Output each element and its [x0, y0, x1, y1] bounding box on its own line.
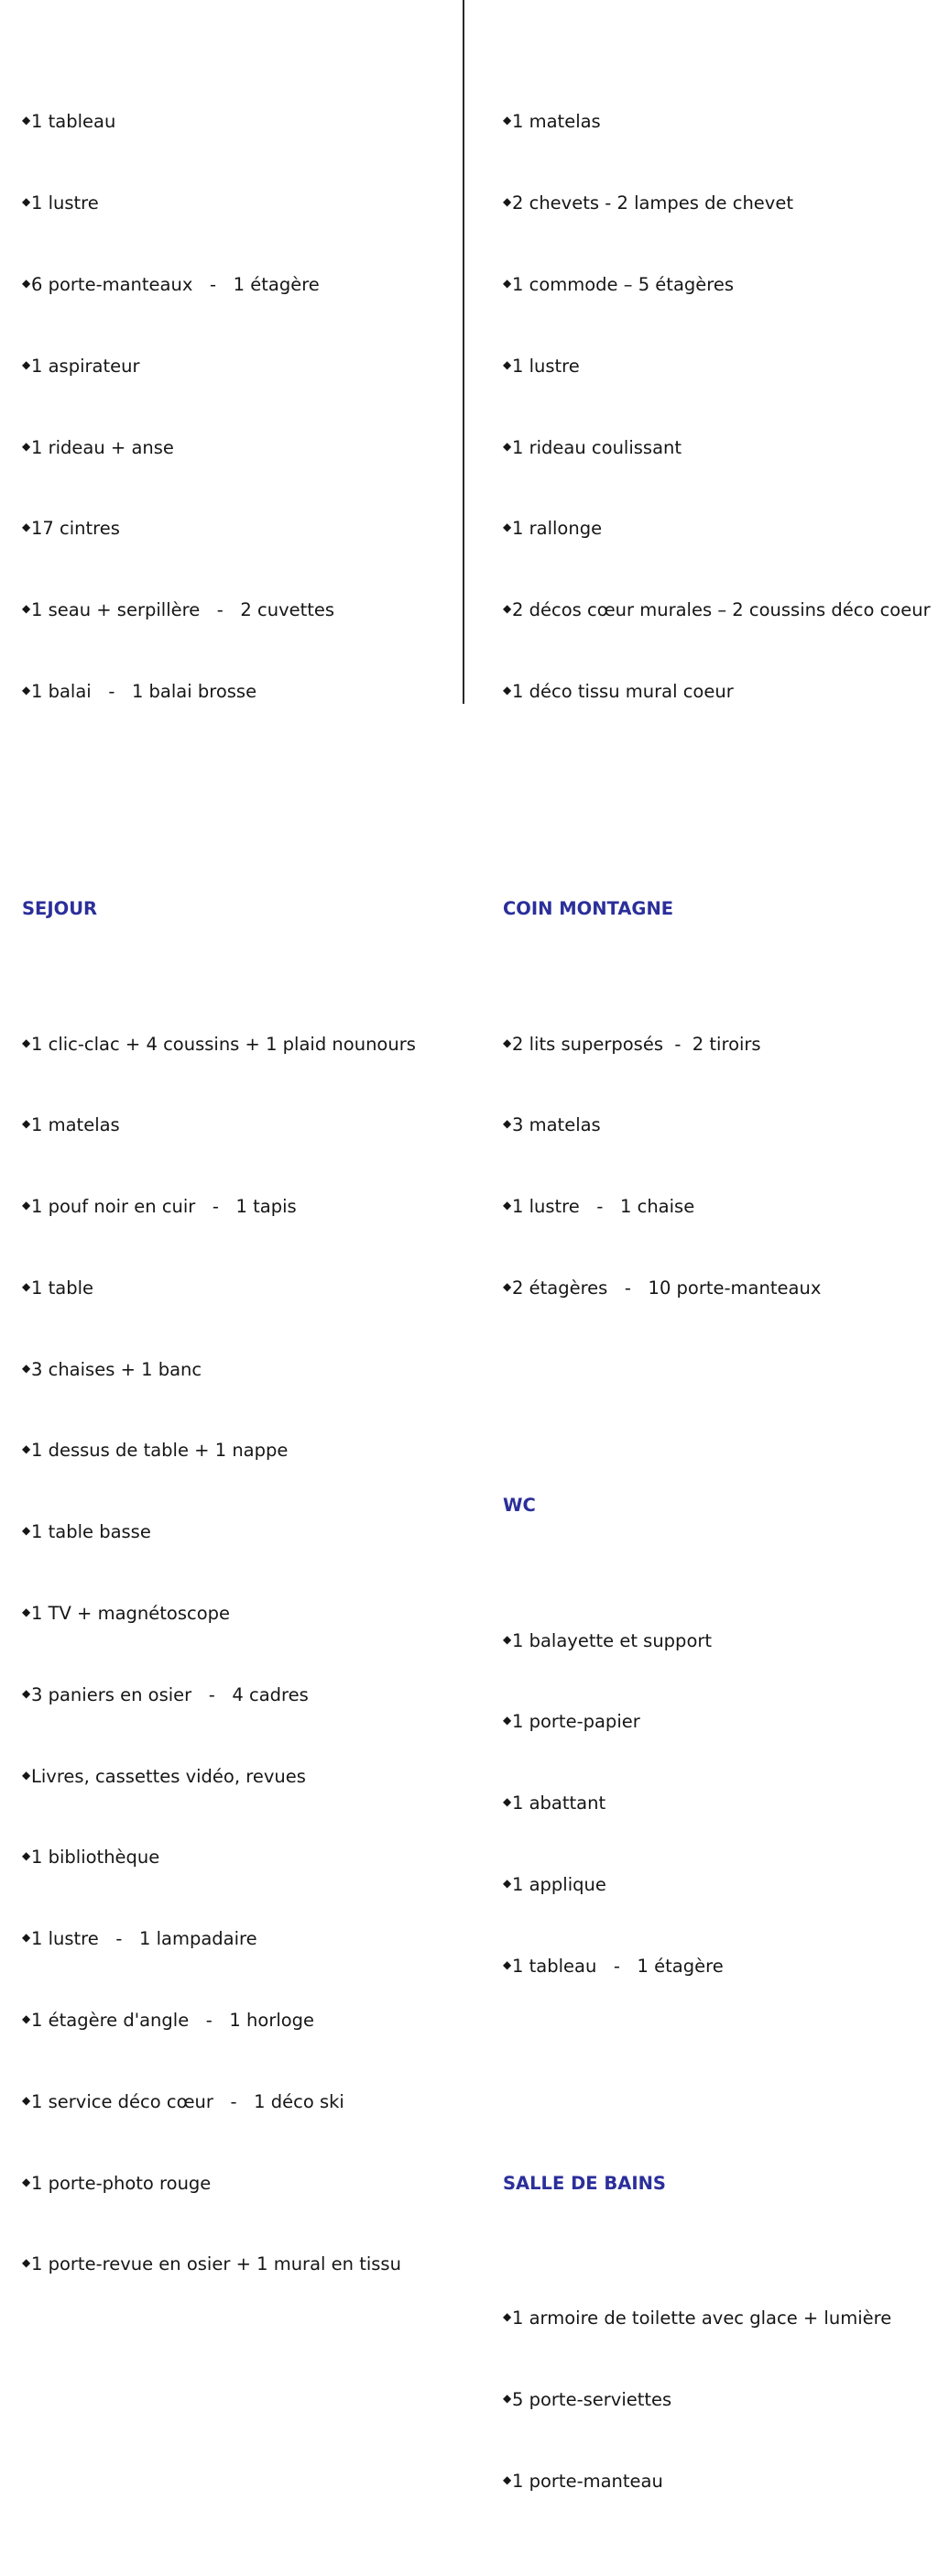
list-item: ◆ 2 chevets - 2 lampes de chevet: [503, 190, 931, 217]
bullet-icon: ◆: [503, 195, 512, 209]
list-item: ◆ 1 table basse: [22, 1518, 416, 1546]
bullet-icon: ◆: [503, 1117, 512, 1131]
bullet-icon: ◆: [503, 2392, 512, 2406]
bullet-icon: ◆: [22, 602, 31, 616]
bullet-icon: ◆: [503, 114, 512, 127]
bullet-icon: ◆: [22, 2011, 31, 2025]
list-item: ◆ 1 étagère d'angle - 1 horloge: [22, 2007, 416, 2034]
section-title-wc: WC: [503, 1494, 536, 1516]
bullet-icon: ◆: [503, 1199, 512, 1212]
bullet-icon: ◆: [503, 521, 512, 534]
list-item: ◆ 17 cintres: [22, 515, 416, 543]
list-item: ◆ 1 lustre - 1 lampadaire: [22, 1925, 416, 1953]
list-item: ◆ 3 paniers en osier - 4 cadres: [22, 1682, 416, 1709]
list-item: ◆ 1 balai - 1 balai brosse: [22, 678, 416, 706]
bullet-icon: ◆: [22, 1117, 31, 1131]
bullet-icon: ◆: [503, 1279, 512, 1293]
bullet-icon: ◆: [22, 195, 31, 209]
list-item: ◆ 1 matelas: [503, 108, 931, 136]
right-column: [503, 0, 931, 2576]
bullet-icon: ◆: [22, 2093, 31, 2107]
left-top-list: [22, 54, 416, 759]
list-item: ◆ 2 lits superposés - 2 tiroirs: [503, 1031, 931, 1058]
list-item: ◆ 1 service déco cœur - 1 déco ski: [22, 2088, 416, 2116]
bullet-icon: ◆: [22, 114, 31, 127]
spacer: [503, 1410, 931, 1438]
bullet-icon: ◆: [22, 1036, 31, 1049]
list-item: ◆ 1 pouf noir en cuir - 1 tapis: [22, 1193, 416, 1221]
bullet-icon: ◆: [503, 1957, 512, 1971]
list-item: ◆ 3 chaises + 1 banc: [22, 1356, 416, 1384]
bullet-icon: ◆: [503, 1036, 512, 1049]
bullet-icon: ◆: [22, 276, 31, 290]
column-divider: [463, 0, 464, 704]
list-item: ◆ 1 commode – 5 étagères: [503, 271, 931, 299]
bullet-icon: ◆: [22, 683, 31, 696]
list-item: ◆ 6 porte-manteaux - 1 étagère: [22, 271, 416, 299]
list-item: ◆ 1 table: [22, 1275, 416, 1302]
left-column: [22, 0, 416, 2360]
list-item: ◆ 1 tableau: [22, 108, 416, 136]
list-item: ◆ 1 rallonge: [503, 515, 931, 543]
list-item: ◆ 1 lustre - 1 chaise: [503, 1193, 931, 1221]
spacer: [503, 814, 931, 841]
right-top-list: [503, 54, 931, 759]
bullet-icon: ◆: [503, 2310, 512, 2324]
list-item: ◆ 1 matelas: [22, 1112, 416, 1139]
bullet-icon: ◆: [22, 1849, 31, 1863]
section-title-sejour: SEJOUR: [22, 897, 98, 919]
bullet-icon: ◆: [22, 1686, 31, 1700]
list-item: ◆ 1 rideau + anse: [22, 434, 416, 462]
list-item: ◆ 1 lustre: [503, 353, 931, 380]
coin-montagne-list: [503, 976, 931, 1355]
bullet-icon: ◆: [22, 439, 31, 453]
list-item: ◆ 1 seau + serpillère - 2 cuvettes: [22, 597, 416, 624]
spacer: [22, 814, 416, 841]
bullet-icon: ◆: [503, 602, 512, 616]
list-item: ◆ 1 balayette et support: [503, 1628, 931, 1655]
list-item: ◆ 5 porte-serviettes: [503, 2386, 931, 2414]
list-item: ◆ 1 clic-clac + 4 coussins + 1 plaid nounours: [22, 1031, 416, 1058]
list-item: ◆ Livres, cassettes vidéo, revues: [22, 1763, 416, 1791]
bullet-icon: ◆: [503, 357, 512, 371]
list-item: ◆ 2 décos cœur murales – 2 coussins déco coeur: [503, 597, 931, 624]
bullet-icon: ◆: [503, 1876, 512, 1890]
bullet-icon: ◆: [22, 1931, 31, 1945]
spacer: [503, 2088, 931, 2116]
bullet-icon: ◆: [22, 1442, 31, 1456]
bullet-icon: ◆: [22, 1606, 31, 1619]
bullet-icon: ◆: [503, 276, 512, 290]
bullet-icon: ◆: [503, 1632, 512, 1646]
list-item: ◆ 1 lustre: [22, 190, 416, 217]
bullet-icon: ◆: [22, 1279, 31, 1293]
bullet-icon: ◆: [503, 2473, 512, 2487]
list-item: ◆ 1 aspirateur: [22, 353, 416, 380]
bullet-icon: ◆: [22, 2175, 31, 2188]
salle-de-bains-list: [503, 2251, 931, 2549]
list-item: ◆ 1 bibliothèque: [22, 1844, 416, 1871]
sejour-list: [22, 976, 416, 2332]
list-item: ◆ 1 armoire de toilette avec glace + lumière: [503, 2305, 931, 2332]
list-item: ◆ 1 dessus de table + 1 nappe: [22, 1437, 416, 1464]
bullet-icon: ◆: [22, 1199, 31, 1212]
list-item: ◆ 1 porte-papier: [503, 1708, 931, 1736]
list-item: ◆ 1 abattant: [503, 1790, 931, 1817]
wc-list: [503, 1573, 931, 2033]
bullet-icon: ◆: [503, 1795, 512, 1809]
list-item: ◆ 1 porte-manteau: [503, 2468, 931, 2495]
bullet-icon: ◆: [503, 683, 512, 696]
bullet-icon: ◆: [22, 2256, 31, 2270]
bullet-icon: ◆: [22, 521, 31, 534]
list-item: ◆ 1 porte-revue en osier + 1 mural en tissu: [22, 2251, 416, 2278]
bullet-icon: ◆: [22, 1768, 31, 1781]
bullet-icon: ◆: [22, 1524, 31, 1538]
list-item: ◆ 1 rideau coulissant: [503, 434, 931, 462]
list-item: ◆ 3 matelas: [503, 1112, 931, 1139]
section-title-salle-de-bains: SALLE DE BAINS: [503, 2172, 666, 2194]
bullet-icon: ◆: [22, 1361, 31, 1375]
bullet-icon: ◆: [22, 357, 31, 371]
bullet-icon: ◆: [503, 1714, 512, 1727]
bullet-icon: ◆: [503, 439, 512, 453]
list-item: ◆ 1 déco tissu mural coeur: [503, 678, 931, 706]
list-item: ◆ 1 TV + magnétoscope: [22, 1600, 416, 1628]
list-item: ◆ 1 applique: [503, 1871, 931, 1899]
list-item: ◆ 1 porte-photo rouge: [22, 2170, 416, 2198]
list-item: ◆ 1 tableau - 1 étagère: [503, 1953, 931, 1980]
list-item: ◆ 2 étagères - 10 porte-manteaux: [503, 1275, 931, 1302]
section-title-coin-montagne: COIN MONTAGNE: [503, 897, 674, 919]
